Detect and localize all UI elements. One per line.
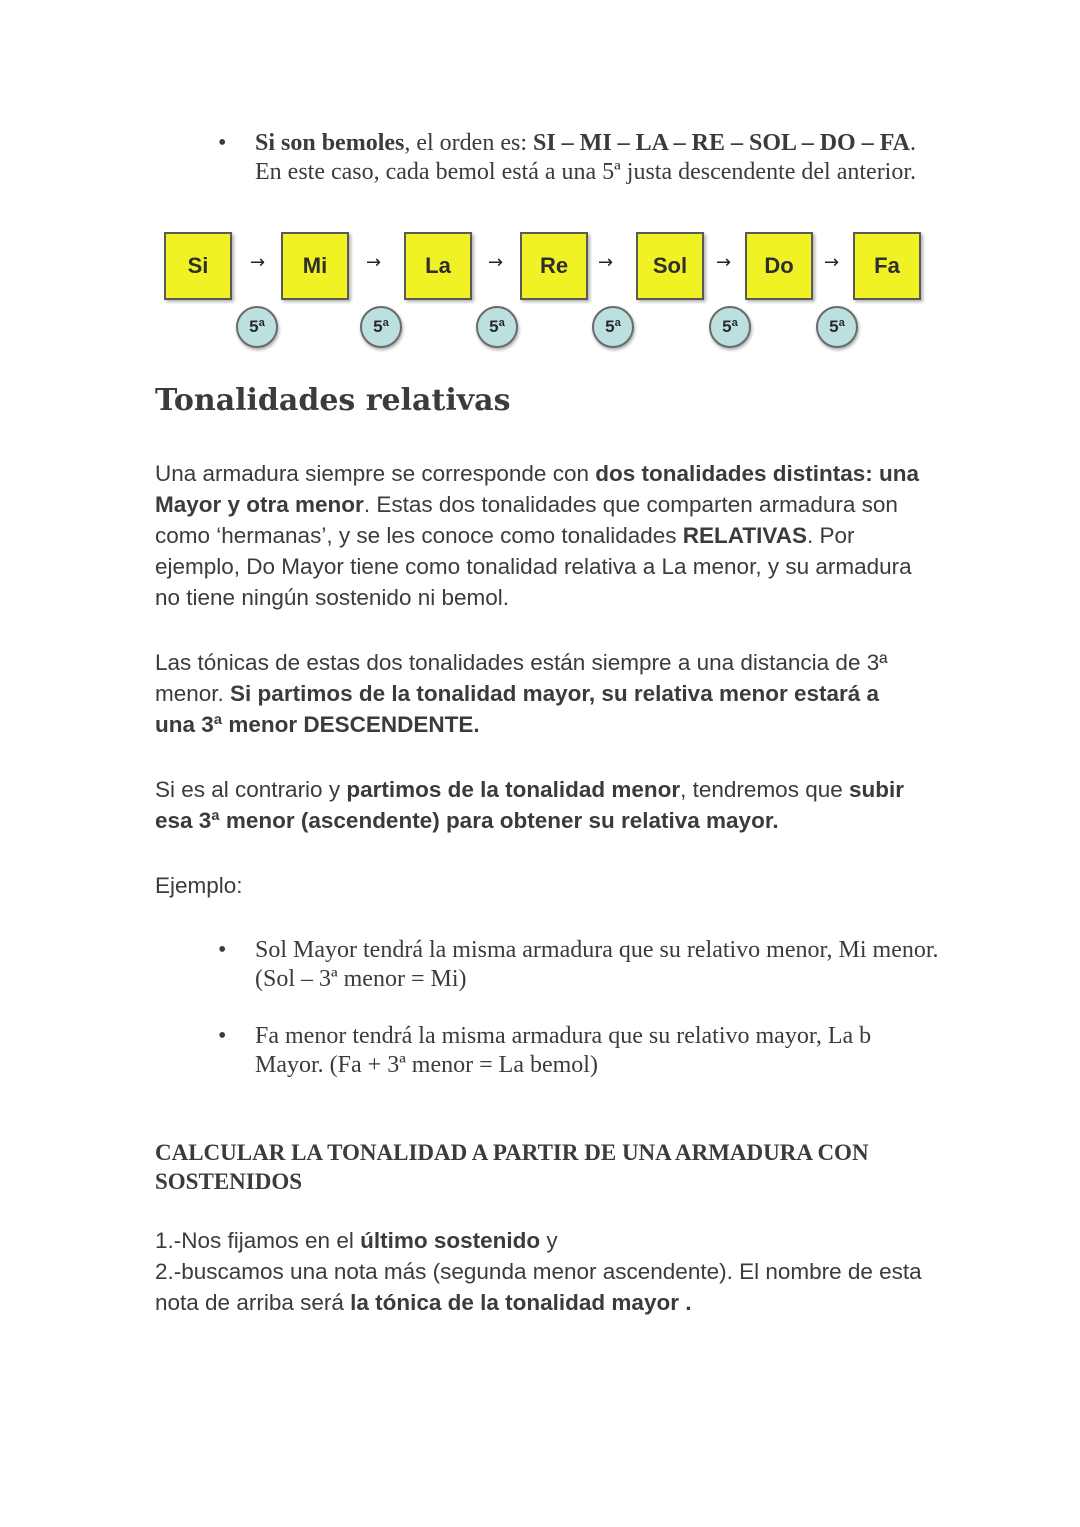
calc-heading: CALCULAR LA TONALIDAD A PARTIR DE UNA ARMADURA CON SOSTENIDOS <box>155 1140 869 1194</box>
flats-line2: En este caso, cada bemol está a una 5ª justa descendente del anterior. <box>255 159 917 185</box>
example-text: Sol Mayor tendrá la misma armadura que su relativo menor, Mi menor. (Sol – 3ª menor = Mi) <box>255 937 939 992</box>
flats-period: . <box>909 130 916 156</box>
fifth-interval-badge: 5ª <box>476 306 518 348</box>
arrow-icon: → <box>598 252 614 273</box>
paragraph-minor-to-major <box>155 774 935 836</box>
flats-lead-bold: Si son bemoles <box>255 130 405 156</box>
arrow-icon: → <box>488 252 504 273</box>
bold-text: RELATIVAS <box>682 523 807 548</box>
bullet-marker: • <box>218 130 227 156</box>
text: . Por ejemplo, Do Mayor tiene como tonalidad relativa a La menor, y su armadura no tiene ningún sostenido ni bemol. <box>155 523 912 610</box>
flats-lead-rest: , el orden es: <box>404 130 533 156</box>
bold-text: Si partimos de la tonalidad mayor, su relativa menor estará a una 3ª menor DESCENDENTE. <box>155 681 880 737</box>
arrow-icon: → <box>366 252 382 273</box>
fifth-interval-badge: 5ª <box>236 306 278 348</box>
paragraph-tonic-distance <box>155 647 915 740</box>
text: . Estas dos tonalidades que comparten armadura son como ‘hermanas’, y se les conoce como tonalidades <box>155 492 898 548</box>
note-box-re: Re <box>520 232 588 300</box>
bold-text: último sostenido <box>360 1228 541 1253</box>
arrow-icon: → <box>824 252 840 273</box>
example-text: Fa menor tendrá la misma armadura que su relativo mayor, La b Mayor. (Fa + 3ª menor = La bemol) <box>255 1023 872 1078</box>
flats-order-bold: SI – MI – LA – RE – SOL – DO – FA <box>532 130 910 156</box>
flats-order-diagram <box>156 222 932 362</box>
example-label: Ejemplo: <box>155 873 243 898</box>
paragraph-relatives <box>155 458 935 613</box>
bold-text: dos tonalidades distintas: una Mayor y otra menor <box>155 461 920 517</box>
text: , tendremos que <box>680 777 849 802</box>
fifth-interval-badge: 5ª <box>816 306 858 348</box>
text: 2.-buscamos una nota más (segunda menor ascendente). El nombre de esta nota de arriba será <box>155 1259 922 1315</box>
bullet-marker: • <box>218 937 227 963</box>
note-box-mi: Mi <box>281 232 349 300</box>
arrow-icon: → <box>716 252 732 273</box>
fifth-interval-badge: 5ª <box>709 306 751 348</box>
fifth-interval-badge: 5ª <box>360 306 402 348</box>
text: Una armadura siempre se corresponde con <box>155 461 596 486</box>
note-box-do: Do <box>745 232 813 300</box>
text: Las tónicas de estas dos tonalidades están siempre a una distancia de 3ª menor. <box>155 650 888 706</box>
bold-text: subir esa 3ª menor (ascendente) para obtener su relativa mayor. <box>155 777 905 833</box>
arrow-icon: → <box>250 252 266 273</box>
bold-text: partimos de la tonalidad menor <box>346 777 681 802</box>
steps-paragraph <box>155 1225 925 1318</box>
flats-bullet-text <box>255 129 945 187</box>
text: Si es al contrario y <box>155 777 347 802</box>
note-box-si: Si <box>164 232 232 300</box>
fifth-interval-badge: 5ª <box>592 306 634 348</box>
text: y <box>540 1228 558 1253</box>
text: 1.-Nos fijamos en el <box>155 1228 361 1253</box>
section-title: Tonalidades relativas <box>155 383 511 418</box>
note-box-fa: Fa <box>853 232 921 300</box>
bullet-marker: • <box>218 1023 227 1049</box>
note-box-sol: Sol <box>636 232 704 300</box>
note-box-la: La <box>404 232 472 300</box>
bold-text: la tónica de la tonalidad mayor . <box>350 1290 692 1315</box>
